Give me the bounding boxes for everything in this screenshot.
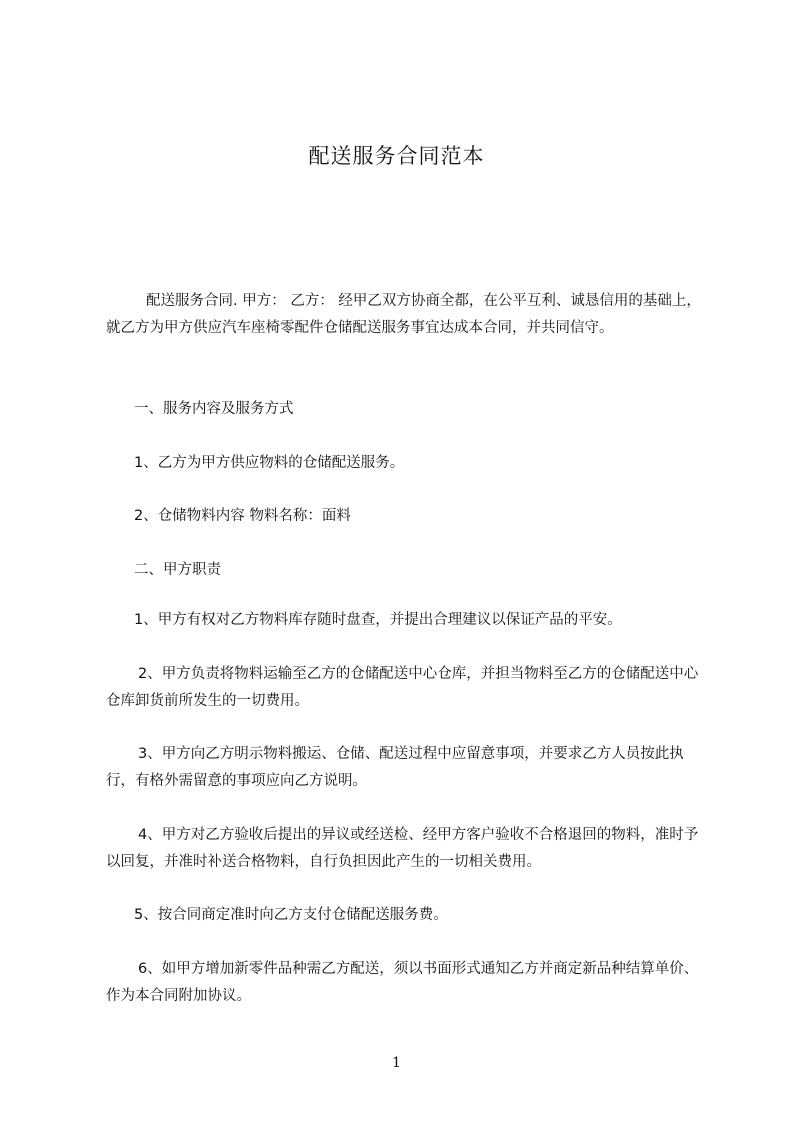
document-title: 配送服务合同范本 [308, 144, 485, 168]
section-2-item-6: 6、如甲方增加新零件品种需乙方配送，须以书面形式通知乙方并商定新品种结算单价、作为本合同附加协议。 [106, 961, 699, 1004]
section-1-item-1: 1、乙方为甲方供应物料的仓储配送服务。 [134, 455, 405, 471]
section-2-item-4: 4、甲方对乙方验收后提出的异议或经送检、经甲方客户验收不合格退回的物料，准时予以回复，并准时补送合格物料，自行负担因此产生的一切相关费用。 [106, 827, 699, 870]
section-2-item-3: 3、甲方向乙方明示物料搬运、仓储、配送过程中应留意事项，并要求乙方人员按此执行，有格外需留意的事项应向乙方说明。 [106, 746, 684, 789]
intro-paragraph: 配送服务合同. 甲方： 乙方： 经甲乙双方协商全都，在公平互利、诚恳信用的基础上，就乙方为甲方供应汽车座椅零配件仓储配送服务事宜达成本合同，并共同信守。 [106, 293, 701, 336]
section-2-item-1: 1、甲方有权对乙方物料库存随时盘查，并提出合理建议以保证产品的平安。 [134, 612, 622, 628]
section-2-item-5: 5、按合同商定准时向乙方支付仓储配送服务费。 [134, 907, 448, 923]
section-1-heading: 一、服务内容及服务方式 [134, 401, 294, 417]
page-number: 1 [392, 1055, 401, 1071]
section-2-heading: 二、甲方职责 [134, 562, 221, 578]
section-2-item-2: 2、甲方负责将物料运输至乙方的仓储配送中心仓库，并担当物料至乙方的仓储配送中心仓库卸货前所发生的一切费用。 [106, 666, 699, 709]
section-1-item-2: 2、仓储物料内容 物料名称：面料 [134, 508, 351, 524]
